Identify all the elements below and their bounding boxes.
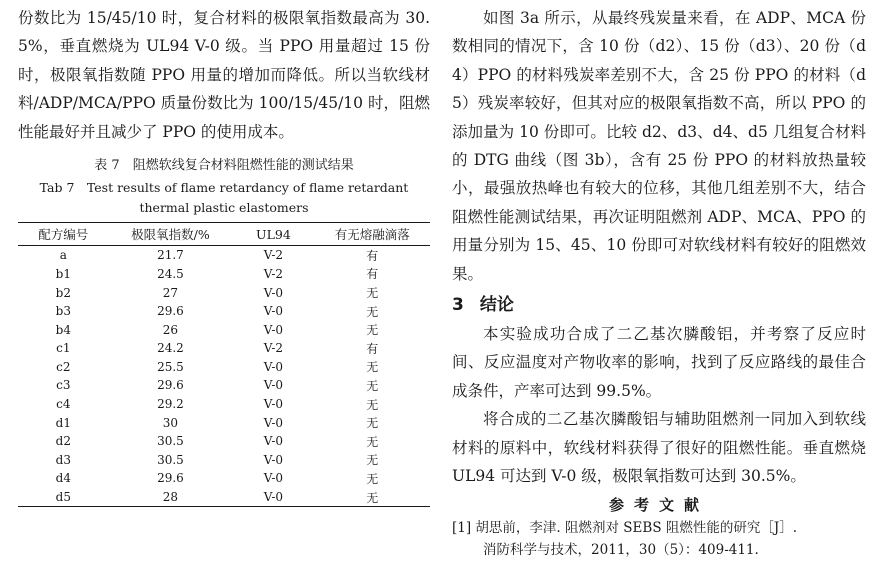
table-row xyxy=(18,413,430,432)
cell-loi: 29.6 xyxy=(157,471,184,486)
cell-loi: 27 xyxy=(162,285,179,300)
cell-formula-id: c2 xyxy=(56,359,71,374)
table-row xyxy=(18,488,430,507)
cell-melt-drip: 无 xyxy=(366,434,379,449)
references-heading: 参考文献 xyxy=(608,495,709,514)
reference-line-1: 胡思前，李津. 阻燃剂对 SEBS 阻燃性能的研究［J］. xyxy=(475,519,798,536)
table-header-row xyxy=(18,223,430,246)
cell-ul94: V-0 xyxy=(263,359,284,374)
cell-melt-drip: 无 xyxy=(315,488,430,507)
right-column xyxy=(452,4,866,561)
cell-melt-drip: 无 xyxy=(366,378,379,393)
reference-item xyxy=(452,517,866,561)
cell-formula-id: d5 xyxy=(18,488,109,507)
cell-melt-drip: 无 xyxy=(366,304,379,319)
cell-melt-drip: 有 xyxy=(366,341,379,356)
cell-loi: 21.7 xyxy=(157,248,184,263)
cell-ul94: V-0 xyxy=(263,415,284,430)
cell-ul94: V-0 xyxy=(263,304,284,319)
table-caption-english: Tab 7 Test results of flame retardancy of flame retardant thermal plastic elastomers xyxy=(39,180,409,216)
conclusion-paragraph-1: 本实验成功合成了二乙基次膦酸铝，并考察了反应时间、反应温度对产物收率的影响，找到了反应路线的最佳合成条件，产率可达到 99.5%。 xyxy=(452,325,866,400)
section-heading xyxy=(452,290,866,320)
cell-melt-drip: 无 xyxy=(366,360,379,375)
cell-melt-drip: 无 xyxy=(366,323,379,338)
cell-melt-drip: 无 xyxy=(366,416,379,431)
cell-loi: 30 xyxy=(162,415,179,430)
cell-loi: 29.6 xyxy=(157,304,184,319)
cell-ul94: V-2 xyxy=(263,266,284,281)
cell-loi: 26 xyxy=(162,322,179,337)
cell-ul94: V-0 xyxy=(232,488,314,507)
table-row xyxy=(18,320,430,339)
flame-retardancy-table xyxy=(18,222,430,507)
cell-ul94: V-0 xyxy=(263,285,284,300)
table-row xyxy=(18,265,430,284)
cell-melt-drip: 有 xyxy=(366,248,379,263)
header-ul94: UL94 xyxy=(232,223,314,246)
cell-formula-id: d2 xyxy=(55,434,71,449)
cell-ul94: V-0 xyxy=(263,378,284,393)
cell-melt-drip: 无 xyxy=(366,471,379,486)
cell-ul94: V-2 xyxy=(263,248,284,263)
cell-formula-id: d3 xyxy=(55,452,71,467)
cell-ul94: V-0 xyxy=(263,322,284,337)
analysis-paragraph: 如图 3a 所示，从最终残炭量来看，在 ADP、MCA 份数相同的情况下，含 10 份（d2）、15 份（d3）、20 份（d4）PPO 的材料残炭率差别不大，含 25 份 PPO 的材料（d5）残炭率较好，但其对应的极限氧指数不高，所以 PPO 的添加量为 10 份即可。比较 d2、d3、d4、d5 几组复合材料的 DTG 曲线（图 3b），含有 25 份 PPO 的材料放热量较小，最强放热峰也有较大的位移，其他几组差别不大，结合阻燃性能测试结果，再次证明阻燃剂 ADP、MCA、PPO 的用量分别为 15、45、10 份即可对软线材料有较好的阻燃效果。 xyxy=(452,9,866,283)
cell-loi: 29.2 xyxy=(157,397,184,412)
cell-loi: 29.6 xyxy=(157,378,184,393)
cell-melt-drip: 无 xyxy=(366,286,379,301)
cell-formula-id: b4 xyxy=(55,322,71,337)
header-formula-id: 配方编号 xyxy=(18,223,109,246)
cell-ul94: V-0 xyxy=(263,397,284,412)
cell-formula-id: c3 xyxy=(56,378,71,393)
cell-formula-id: a xyxy=(59,248,67,263)
cell-ul94: V-0 xyxy=(263,471,284,486)
table-row xyxy=(18,358,430,377)
table-row xyxy=(18,376,430,395)
reference-label: [1] xyxy=(452,519,472,536)
header-melt-drip: 有无熔融滴落 xyxy=(315,223,430,246)
section-number: 3 xyxy=(452,295,464,316)
cell-ul94: V-0 xyxy=(263,452,284,467)
header-loi: 极限氧指数/% xyxy=(109,223,233,246)
cell-loi: 25.5 xyxy=(157,359,184,374)
left-column xyxy=(18,4,430,507)
conclusion-paragraph-2: 将合成的二乙基次膦酸铝与辅助阻燃剂一同加入到软线材料的原料中，软线材料获得了很好的阻燃性能。垂直燃烧 UL94 可达到 V-0 级，极限氧指数可达到 30.5%。 xyxy=(452,410,866,486)
table-row xyxy=(18,432,430,451)
cell-formula-id: b1 xyxy=(55,266,71,281)
table-caption-chinese: 表 7 阻燃软线复合材料阻燃性能的测试结果 xyxy=(94,158,354,174)
cell-formula-id: b2 xyxy=(55,285,71,300)
table-row xyxy=(18,339,430,358)
table-row xyxy=(18,451,430,470)
table-row xyxy=(18,469,430,488)
intro-paragraph: 份数比为 15/45/10 时，复合材料的极限氧指数最高为 30.5%，垂直燃烧为 UL94 V-0 级。当 PPO 用量超过 15 份时，极限氧指数随 PPO 用量的增加而降低。所以当软线材料/ADP/MCA/PPO 质量份数比为 100/15/45/10 时，阻燃性能最好并且减少了 PPO 的使用成本。 xyxy=(18,9,430,141)
table-row xyxy=(18,283,430,302)
cell-loi: 24.5 xyxy=(157,266,184,281)
cell-loi: 24.2 xyxy=(157,341,184,356)
cell-ul94: V-2 xyxy=(263,341,284,356)
cell-loi: 30.5 xyxy=(157,434,184,449)
cell-loi: 30.5 xyxy=(157,452,184,467)
cell-loi: 28 xyxy=(109,488,233,507)
cell-melt-drip: 无 xyxy=(366,453,379,468)
cell-formula-id: c4 xyxy=(56,397,71,412)
table-row xyxy=(18,395,430,414)
cell-formula-id: b3 xyxy=(55,304,71,319)
cell-melt-drip: 无 xyxy=(366,397,379,412)
cell-ul94: V-0 xyxy=(263,434,284,449)
cell-formula-id: d4 xyxy=(55,471,71,486)
table-row xyxy=(18,246,430,265)
cell-formula-id: c1 xyxy=(56,341,71,356)
reference-line-2: 消防科学与技术，2011，30（5）：409-411. xyxy=(483,541,759,558)
cell-melt-drip: 有 xyxy=(366,267,379,282)
cell-formula-id: d1 xyxy=(55,415,71,430)
table-body xyxy=(18,246,430,507)
table-row xyxy=(18,302,430,321)
section-title: 结论 xyxy=(479,295,514,316)
